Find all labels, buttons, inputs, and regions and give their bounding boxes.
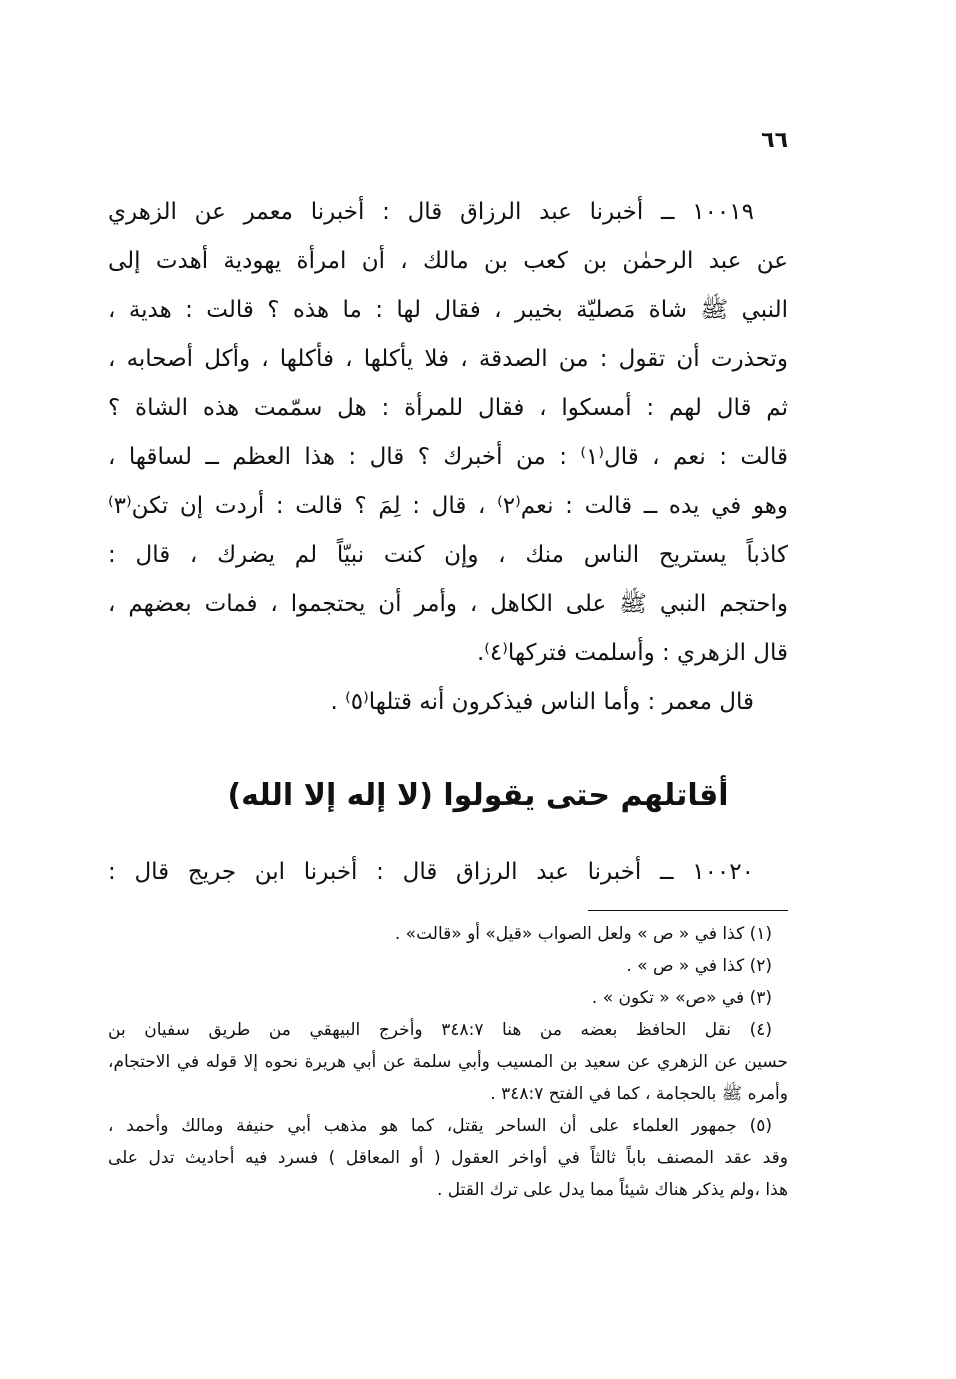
- footnote-divider: [588, 910, 788, 911]
- hadith-line: عن عبد الرحمٰن بن كعب بن مالك ، أن امرأة يهودية أهدت إلى: [108, 248, 788, 274]
- footnote-line: (٥) جمهور العلماء على أن الساحر يقتل، كما هو مذهب أبي حنيفة ومالك وأحمد ،: [108, 1116, 772, 1136]
- hadith-line: قال معمر : وأما الناس فيذكرون أنه قتلها⁽٥⁾ .: [330, 689, 754, 715]
- footnote-line: (٢) كذا في « ص » .: [626, 956, 772, 976]
- section-heading: أقاتلهم حتى يقولوا (لا إله إلا الله): [227, 778, 729, 813]
- hadith-10019: [108, 188, 788, 727]
- hadith-line: ثم قال لهم : أمسكوا ، فقال للمرأة : هل سمّمت هذه الشاة ؟: [108, 395, 788, 421]
- hadith-line: واحتجم النبي ﷺ على الكاهل ، وأمر أن يحتجموا ، فمات بعضهم ،: [108, 591, 788, 617]
- footnote-line: (٣) في «ص» « تكون » .: [591, 988, 772, 1008]
- hadith-line: وتحذرت أن تقول : من الصدقة ، فلا يأكلها ، فأكلها ، وأكل أصحابه ،: [108, 346, 788, 372]
- footnote-line: وأمره ﷺ بالحجامة ، كما في الفتح ٣٤٨:٧ .: [490, 1084, 788, 1104]
- page-number: ٦٦: [761, 128, 788, 153]
- hadith-line: قال الزهري : وأسلمت فتركها⁽٤⁾.: [476, 640, 788, 666]
- footnote-line: حسين عن الزهري عن سعيد بن المسيب وأبي سلمة عن أبي هريرة نحوه إلا قوله في الاحتجام،: [108, 1052, 788, 1072]
- hadith-line: قالت : نعم ، قال⁽١⁾ : من أخبرك ؟ قال : هذا العظم ــ لساقها ،: [108, 444, 788, 470]
- hadith-line: النبي ﷺ شاة مَصليّة بخيبر ، فقال لها : ما هذه ؟ قالت : هدية ،: [108, 297, 788, 323]
- hadith-10020: ١٠٠٢٠ ــ أخبرنا عبد الرزاق قال : أخبرنا ابن جريج قال :: [108, 859, 754, 885]
- footnote-line: (١) كذا في « ص » ولعل الصواب «قيل» أو «قالت» .: [394, 924, 772, 944]
- hadith-line: وهو في يده ــ قالت : نعم⁽٢⁾ ، قال : لِمَ ؟ قالت : أردت إن تكن⁽٣⁾: [108, 493, 788, 519]
- hadith-line: كاذباً يستريح الناس منك ، وإن كنت نبيّاً لم يضرك ، قال :: [108, 542, 788, 568]
- footnotes: [108, 918, 788, 1206]
- hadith-line: ١٠٠١٩ ــ أخبرنا عبد الرزاق قال : أخبرنا معمر عن الزهري: [108, 199, 754, 225]
- footnote-line: وقد عقد المصنف باباً ثالثاً في أواخر العقول ( أو المعاقل ) فسرد فيه أحاديث تدل على: [108, 1148, 788, 1168]
- footnote-line: هذا ،ولم يذكر هناك شيئاً مما يدل على ترك القتل .: [436, 1180, 788, 1200]
- footnote-line: (٤) نقل الحافظ بعضه من هنا ٣٤٨:٧ وأخرج البيهقي من طريق سفيان بن: [108, 1020, 772, 1040]
